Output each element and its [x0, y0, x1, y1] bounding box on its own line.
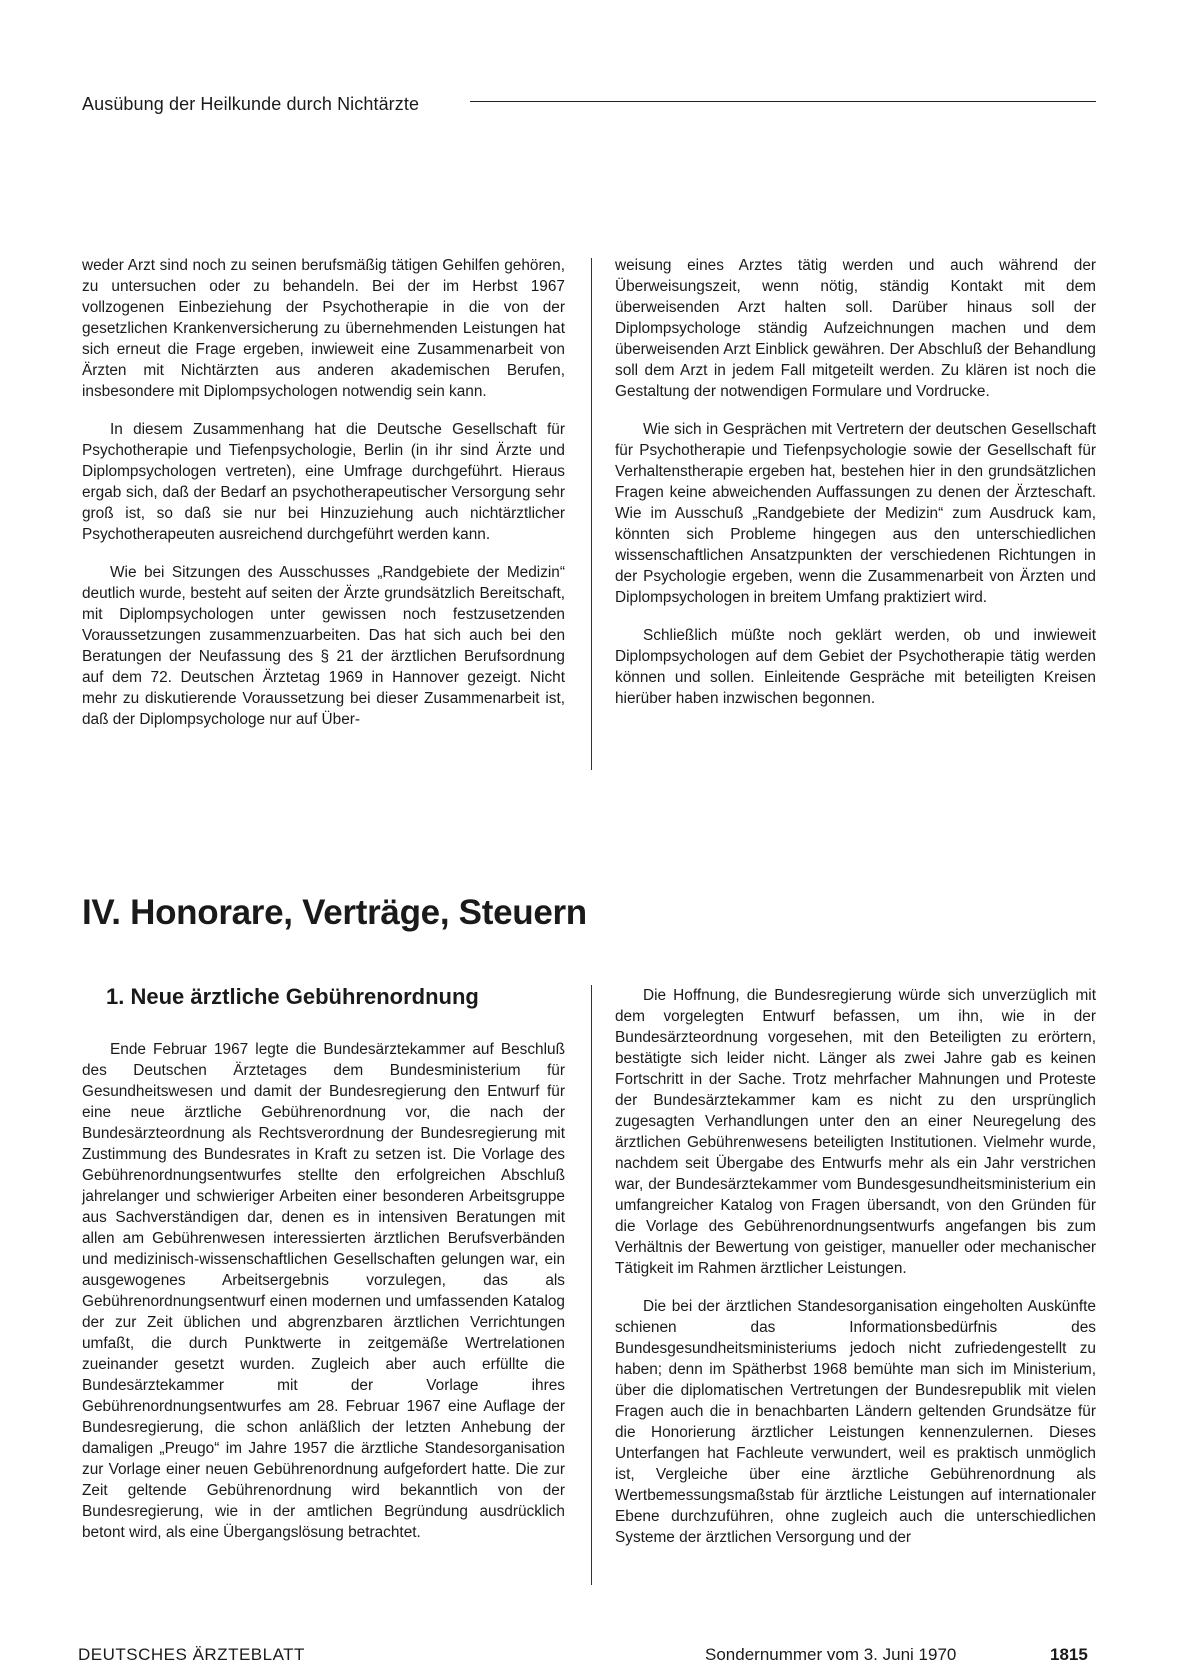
paragraph: Die bei der ärztlichen Standesorganisation eingeholten Auskünfte schienen das Informationsbedürfnis des Bundesgesundheitsministeriums jedoch nicht zufriedengestellt zu haben; denn im Spätherbst 1968 bemühte man sich im Ministerium, über die diplomatischen Vertretungen der Bundesrepublik mit vielen Fragen auch die in benachbarten Ländern geltenden Grundsätze für die Honorierung ärztlicher Leistungen kennenzulernen. Dieses Unterfangen hat Fachleute verwundert, weil es praktisch unmöglich ist, Vergleiche über eine ärztliche Gebührenordnung als Wertbemessungsmaßstab für ärztliche Leistungen auf internationaler Ebene durchzuführen, ohne zugleich auch die unterschiedlichen Systeme der ärztlichen Versorgung und der [615, 1298, 1096, 1546]
paragraph: weder Arzt sind noch zu seinen berufsmäßig tätigen Gehilfen gehören, zu untersuchen oder zu behandeln. Bei der im Herbst 1967 vollzogenen Einbeziehung der Psychotherapie in die von der gesetzlichen Krankenversicherung zu übernehmenden Leistungen hat sich erneut die Frage ergeben, inwieweit eine Zusammenarbeit von Ärzten mit Nichtärzten aus anderen akademischen Berufen, insbesondere mit Diplompsychologen notwendig sein kann. [82, 257, 565, 400]
column-divider [591, 985, 592, 1585]
paragraph: weisung eines Arztes tätig werden und auch während der Überweisungszeit, wenn nötig, ständig Kontakt mit dem überweisenden Arzt halten soll. Darüber hinaus soll der Diplompsychologe ständig Aufzeichnungen machen und dem überweisenden Arzt Einblick gewähren. Der Abschluß der Behandlung soll dem Arzt in jedem Fall mitgeteilt werden. Zu klären ist noch die Gestaltung der notwendigen Formulare und Vordrucke. [615, 257, 1096, 400]
journal-name: DEUTSCHES ÄRZTEBLATT [78, 1645, 305, 1664]
paragraph: Die Hoffnung, die Bundesregierung würde sich unverzüglich mit dem vorgelegten Entwurf befassen, um ihn, wie in der Bundesärzteordnung vorgesehen, mit den Beteiligten zu erörtern, bestätigte sich leider nicht. Länger als zwei Jahre gab es keinen Fortschritt in der Sache. Trotz mehrfacher Mahnungen und Proteste der Bundesärztekammer kam es nicht zu den ursprünglich zugesagten Verhandlungen unter den an einer Neuregelung des ärztlichen Gebührenwesens beteiligten Institutionen. Vielmehr wurde, nachdem seit Übergabe des Entwurfs mehr als ein Jahr verstrichen war, der Bundesärztekammer vom Bundesgesundheitsministerium ein umfangreicher Katalog von Fragen übersandt, von den Gründen für die Vorlage des Gebührenordnungsentwurfs angefangen bis zum Verhältnis der Bewertung von geistiger, manueller oder mechanischer Tätigkeit im Rahmen ärztlicher Leistungen. [615, 987, 1096, 1277]
paragraph: Wie bei Sitzungen des Ausschusses „Randgebiete der Medizin“ deutlich wurde, besteht auf seiten der Ärzte grundsätzlich Bereitschaft, mit Diplompsychologen unter gewissen noch festzusetzenden Voraussetzungen zusammenzuarbeiten. Das hat sich auch bei den Beratungen der Neufassung des § 21 der ärztlichen Berufsordnung auf dem 72. Deutschen Ärztetag 1969 in Hannover gezeigt. Nicht mehr zu diskutierende Voraussetzung bei dieser Zusammenarbeit ist, daß der Diplompsychologe nur auf Über- [82, 564, 565, 728]
paragraph: In diesem Zusammenhang hat die Deutsche Gesellschaft für Psychotherapie und Tiefenpsychologie, Berlin (in ihr sind Ärzte und Diplompsychologen vertreten), eine Umfrage durchgeführt. Hieraus ergab sich, daß der Bedarf an psychotherapeutischer Versorgung sehr groß ist, so daß sie nur bei Hinzuziehung auch nichtärztlicher Psychotherapeuten ausreichend durchgeführt werden kann. [82, 421, 565, 543]
lower-right-column [615, 985, 1096, 1565]
running-title: Ausübung der Heilkunde durch Nichtärzte [82, 94, 420, 114]
header-rule [470, 101, 1096, 102]
lower-left-column [82, 1039, 565, 1560]
column-divider [591, 258, 592, 770]
upper-right-column [615, 255, 1096, 726]
upper-left-column [82, 255, 565, 747]
page-number: 1815 [1050, 1645, 1088, 1664]
paragraph: Wie sich in Gesprächen mit Vertretern der deutschen Gesellschaft für Psychotherapie und Tiefenpsychologie sowie der Gesellschaft für Verhaltenstherapie ergeben hat, bestehen hier in den grundsätzlichen Fragen keine abweichenden Auffassungen zu denen der Ärzteschaft. Wie im Ausschuß „Randgebiete der Medizin“ zum Ausdruck kam, könnten sich Probleme hingegen aus den unterschiedlichen wissenschaftlichen Ansatzpunkten der verschiedenen Richtungen in der Psychologie ergeben, wenn die Zusammenarbeit von Ärzten und Diplompsychologen in breitem Umfang praktiziert wird. [615, 421, 1096, 606]
paragraph: Ende Februar 1967 legte die Bundesärztekammer auf Beschluß des Deutschen Ärztetages dem Bundesministerium für Gesundheitswesen und damit der Bundesregierung den Entwurf für eine neue ärztliche Gebührenordnung vor, die nach der Bundesärzteordnung als Rechtsverordnung der Bundesregierung mit Zustimmung des Bundesrates in Kraft zu setzen ist. Die Vorlage des Gebührenordnungsentwurfes stellte den erfolgreichen Abschluß jahrelanger und schwieriger Arbeiten einer besonderen Arbeitsgruppe aus Sachverständigen dar, denen es in intensiven Beratungen mit allen am Gebührenwesen interessierten ärztlichen Berufsverbänden und medizinisch-wissenschaftlichen Gesellschaften gelungen war, ein ausgewogenes Arbeitsergebnis vorzulegen, das als Gebührenordnungsentwurf einen modernen und umfassenden Katalog der zur Zeit üblichen und abgrenzbaren ärztlichen Verrichtungen umfaßt, die durch Punktwerte in zeitgemäße Wertrelationen zueinander gesetzt wurden. Zugleich aber auch erfüllte die Bundesärztekammer mit der Vorlage ihres Gebührenordnungsentwurfes am 28. Februar 1967 eine Auflage der Bundesregierung, die schon anläßlich der letzten Anhebung der damaligen „Preugo“ im Jahre 1957 die ärztliche Standesorganisation zur Vorlage einer neuen Gebührenordnung aufgefordert hatte. Die zur Zeit geltende Gebührenordnung wird bekanntlich von der Bundesregierung, wie in der amtlichen Begründung ausdrücklich betont wird, als eine Übergangslösung betrachtet. [82, 1041, 565, 1541]
paragraph: Schließlich müßte noch geklärt werden, ob und inwieweit Diplompsychologen auf dem Gebiet der Psychotherapie tätig werden können und sollen. Einleitende Gespräche mit beteiligten Kreisen hierüber haben inzwischen begonnen. [615, 627, 1096, 707]
subsection-heading: 1. Neue ärztliche Gebührenordnung [106, 984, 479, 1009]
issue-date: Sondernummer vom 3. Juni 1970 [705, 1645, 957, 1664]
section-heading: IV. Honorare, Verträge, Steuern [82, 893, 587, 932]
